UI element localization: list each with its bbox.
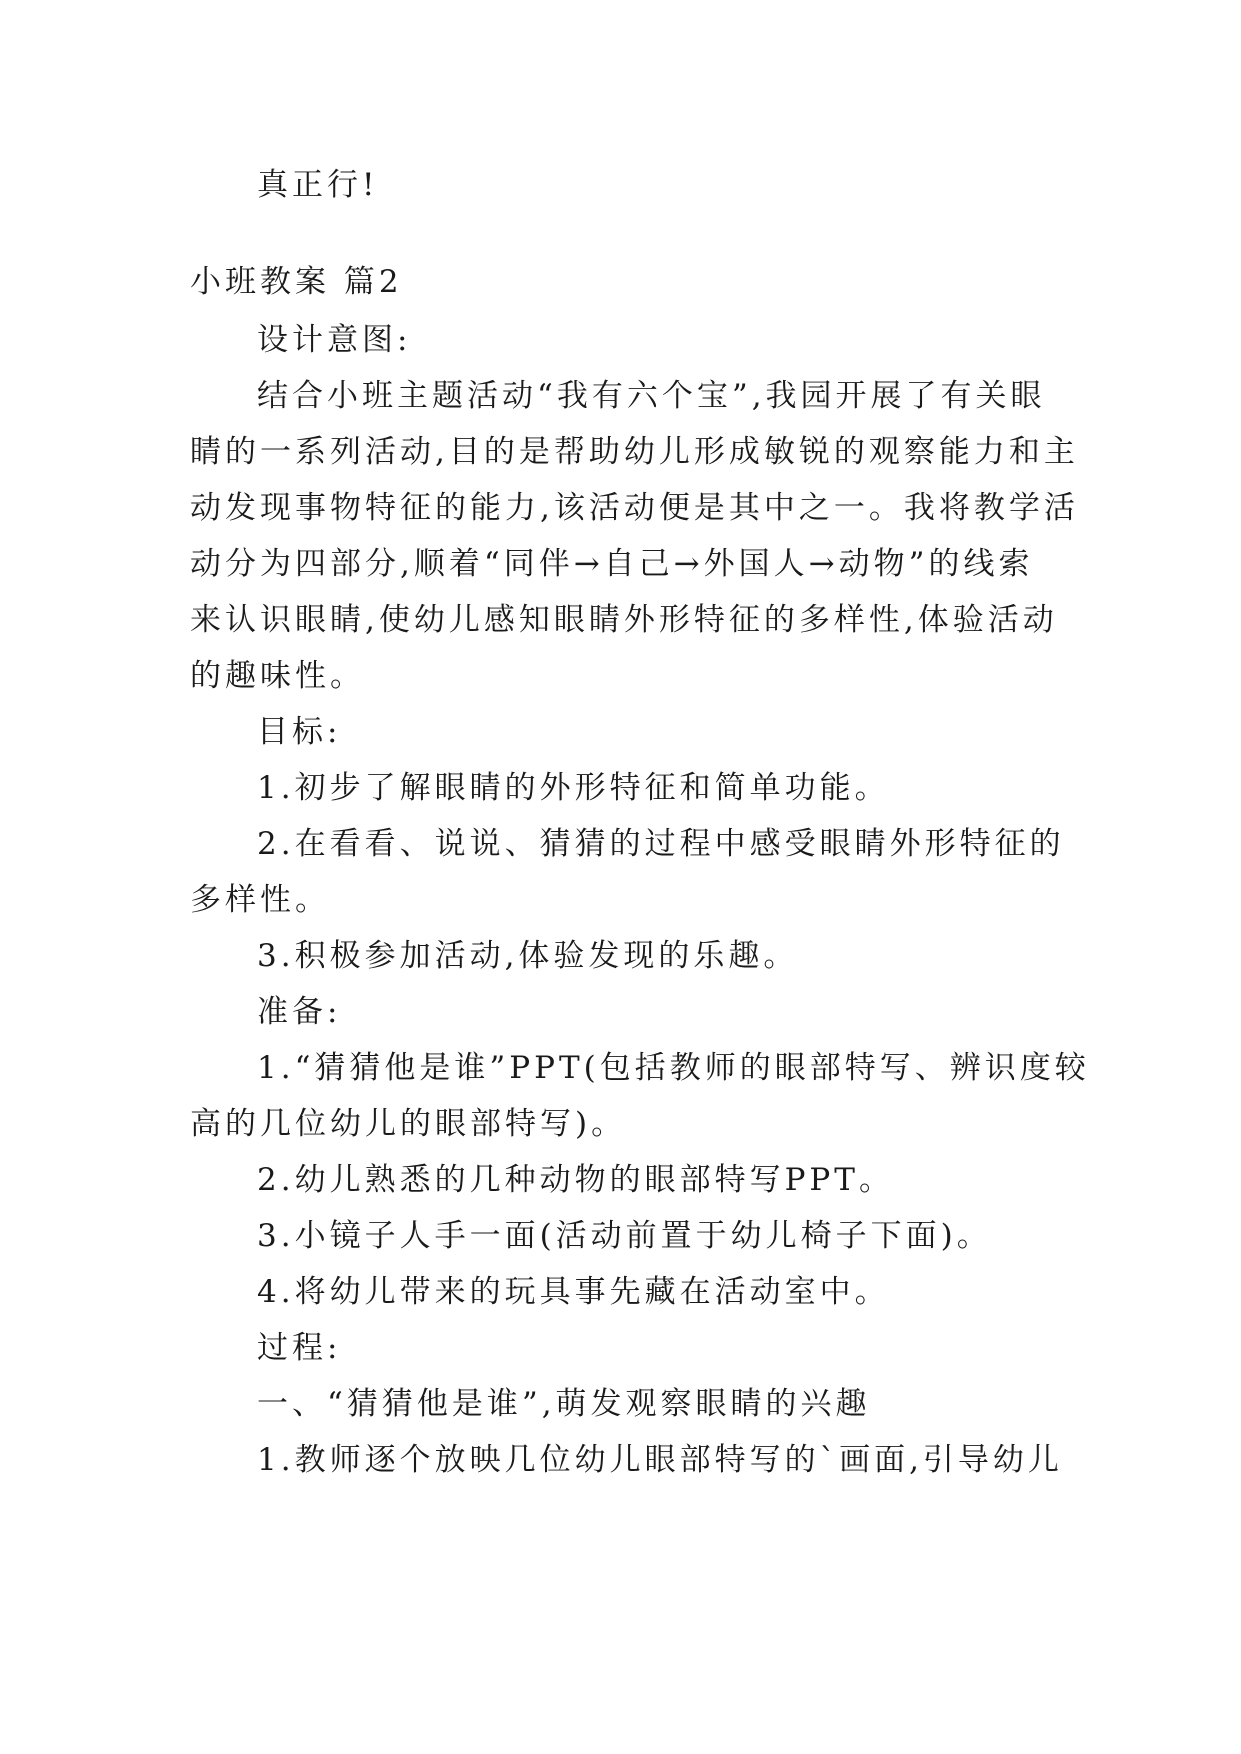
list-item-continuation: 高的几位幼儿的眼部特写)。	[190, 1106, 627, 1142]
paragraph-line: 睛的一系列活动,目的是帮助幼儿形成敏锐的观察能力和主	[190, 434, 1079, 470]
list-item: 4.将幼儿带来的玩具事先藏在活动室中。	[257, 1274, 890, 1310]
paragraph-line: 来认识眼睛,使幼儿感知眼睛外形特征的多样性,体验活动	[190, 602, 1058, 638]
list-item: 1.初步了解眼睛的外形特征和简单功能。	[257, 770, 890, 806]
list-item: 2.幼儿熟悉的几种动物的眼部特写PPT。	[257, 1162, 894, 1198]
paragraph-line: 动分为四部分,顺着“同伴→自己→外国人→动物”的线索	[190, 546, 1034, 582]
list-item-continuation: 多样性。	[190, 882, 330, 918]
subheading-design-intent: 设计意图:	[257, 322, 412, 358]
paragraph-line: 结合小班主题活动“我有六个宝”,我园开展了有关眼	[257, 378, 1046, 414]
subheading-goals: 目标:	[257, 714, 342, 750]
list-item: 3.小镜子人手一面(活动前置于幼儿椅子下面)。	[257, 1218, 992, 1254]
list-item: 1.教师逐个放映几位幼儿眼部特写的`画面,引导幼儿	[257, 1442, 1063, 1478]
list-item: 3.积极参加活动,体验发现的乐趣。	[257, 938, 799, 974]
text-line-continuation: 真正行!	[257, 167, 379, 203]
section-heading: 小班教案 篇2	[190, 264, 403, 300]
subheading-preparation: 准备:	[257, 994, 342, 1030]
step-heading: 一、“猜猜他是谁”,萌发观察眼睛的兴趣	[257, 1386, 871, 1422]
subheading-process: 过程:	[257, 1330, 342, 1366]
paragraph-line: 的趣味性。	[190, 658, 365, 694]
paragraph-line: 动发现事物特征的能力,该活动便是其中之一。我将教学活	[190, 490, 1079, 526]
list-item: 2.在看看、说说、猜猜的过程中感受眼睛外形特征的	[257, 826, 1065, 862]
list-item: 1.“猜猜他是谁”PPT(包括教师的眼部特写、辨识度较	[257, 1050, 1090, 1086]
